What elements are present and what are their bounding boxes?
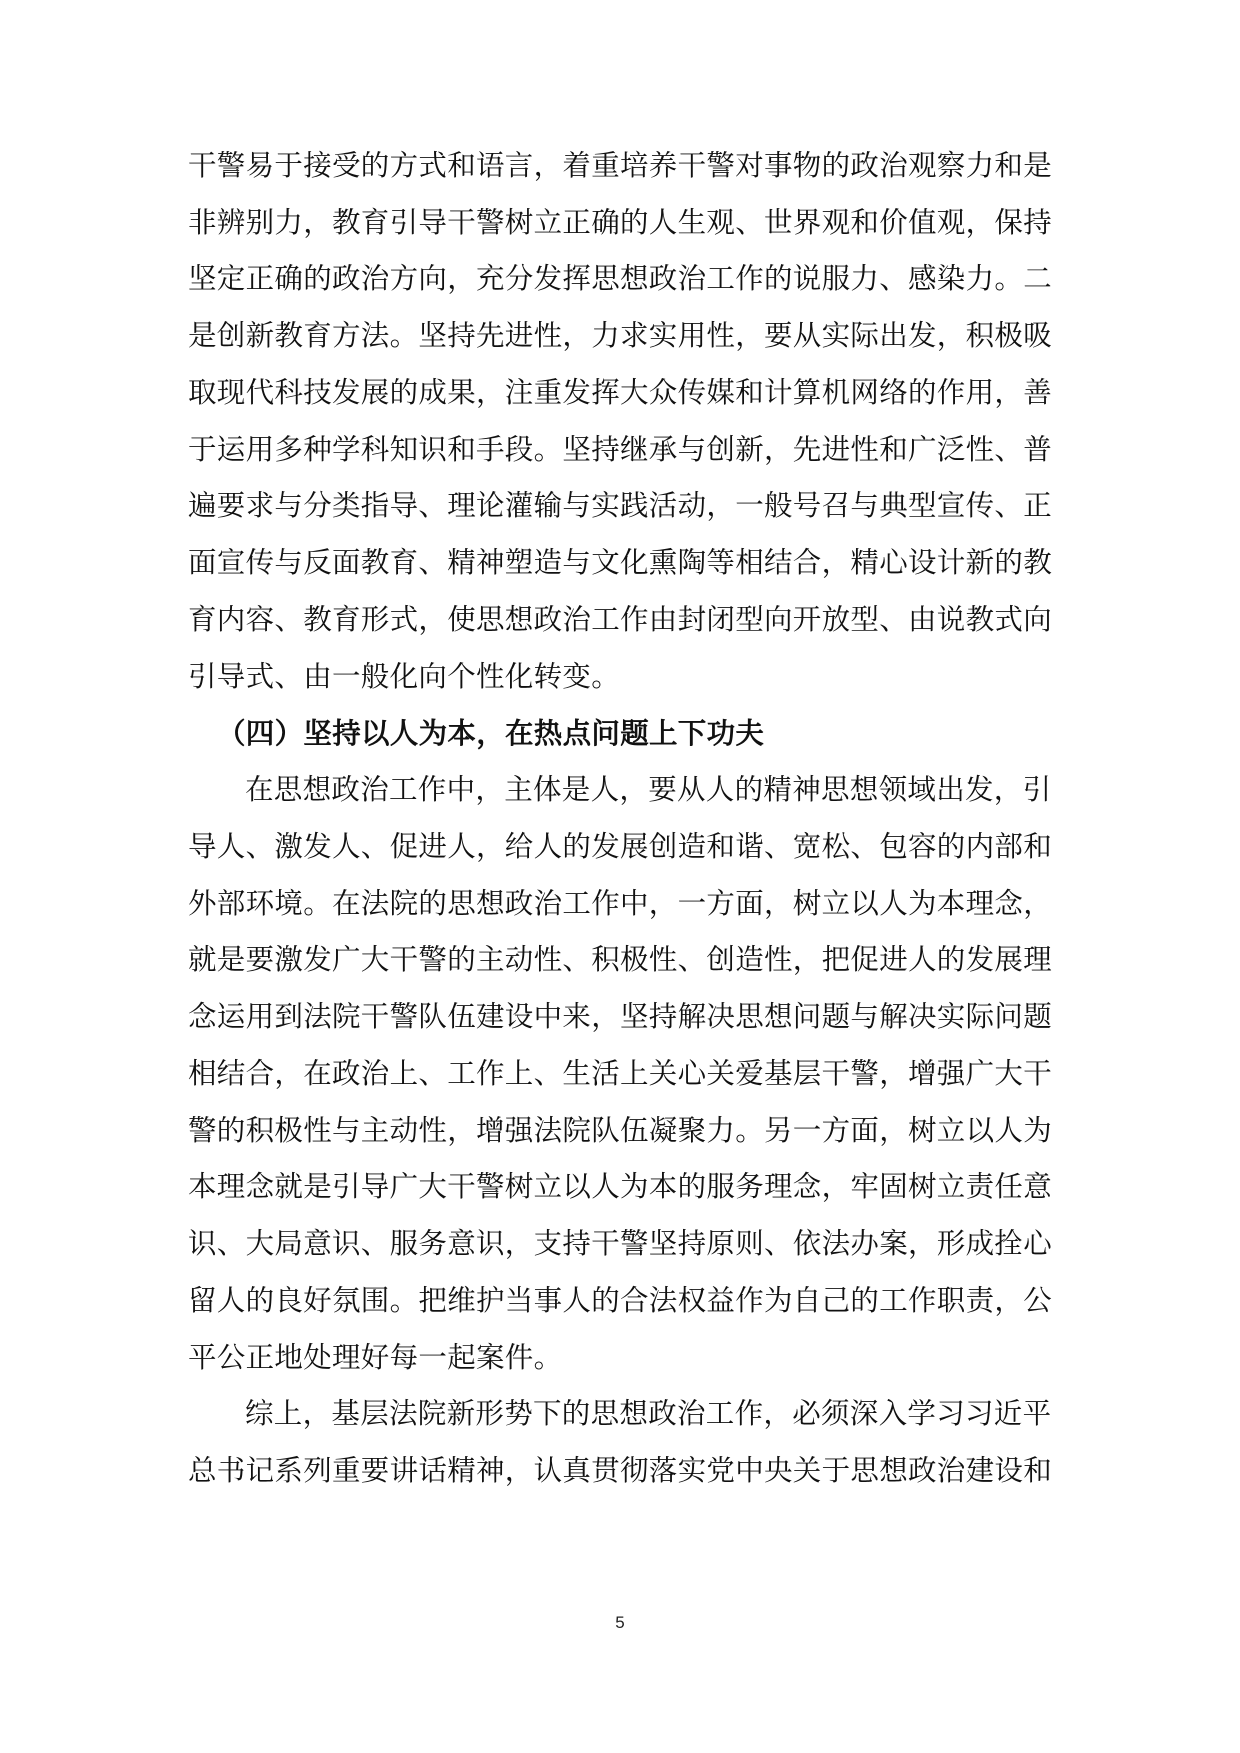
text-line: 面宣传与反面教育、精神塑造与文化熏陶等相结合，精心设计新的教 xyxy=(188,546,1053,579)
text-line: 引导式、由一般化向个性化转变。 xyxy=(188,660,621,693)
text-line: 外部环境。在法院的思想政治工作中，一方面，树立以人为本理念， xyxy=(188,887,1053,920)
text-line: 取现代科技发展的成果，注重发挥大众传媒和计算机网络的作用，善 xyxy=(188,376,1053,409)
paragraph-first-line: 在思想政治工作中，主体是人，要从人的精神思想领域出发，引 xyxy=(245,773,1052,806)
text-line: 坚定正确的政治方向，充分发挥思想政治工作的说服力、感染力。二 xyxy=(188,262,1053,295)
text-line: 念运用到法院干警队伍建设中来，坚持解决思想问题与解决实际问题 xyxy=(188,1000,1053,1033)
paragraph-first-line: 综上，基层法院新形势下的思想政治工作，必须深入学习习近平 xyxy=(245,1397,1052,1430)
text-line: 是创新教育方法。坚持先进性，力求实用性，要从实际出发，积极吸 xyxy=(188,319,1053,352)
text-line: 非辨别力，教育引导干警树立正确的人生观、世界观和价值观，保持 xyxy=(188,206,1053,239)
text-line: 警的积极性与主动性，增强法院队伍凝聚力。另一方面，树立以人为 xyxy=(188,1114,1053,1147)
text-line: 遍要求与分类指导、理论灌输与实践活动，一般号召与典型宣传、正 xyxy=(188,489,1053,522)
text-line: 识、大局意识、服务意识，支持干警坚持原则、依法办案，形成拴心 xyxy=(188,1227,1053,1260)
text-line: 育内容、教育形式，使思想政治工作由封闭型向开放型、由说教式向 xyxy=(188,603,1053,636)
text-line: 干警易于接受的方式和语言，着重培养干警对事物的政治观察力和是 xyxy=(188,149,1053,182)
text-line: 于运用多种学科知识和手段。坚持继承与创新，先进性和广泛性、普 xyxy=(188,433,1053,466)
text-line: 导人、激发人、促进人，给人的发展创造和谐、宽松、包容的内部和 xyxy=(188,830,1053,863)
section-heading: （四）坚持以人为本，在热点问题上下功夫 xyxy=(217,716,765,750)
page-number: 5 xyxy=(615,1613,625,1632)
text-line: 平公正地处理好每一起案件。 xyxy=(188,1341,563,1374)
text-line: 就是要激发广大干警的主动性、积极性、创造性，把促进人的发展理 xyxy=(188,943,1053,976)
text-line: 留人的良好氛围。把维护当事人的合法权益作为自己的工作职责，公 xyxy=(188,1284,1053,1317)
text-line: 本理念就是引导广大干警树立以人为本的服务理念，牢固树立责任意 xyxy=(188,1170,1053,1203)
text-line: 相结合，在政治上、工作上、生活上关心关爱基层干警，增强广大干 xyxy=(188,1057,1053,1090)
text-line: 总书记系列重要讲话精神，认真贯彻落实党中央关于思想政治建设和 xyxy=(188,1454,1053,1487)
